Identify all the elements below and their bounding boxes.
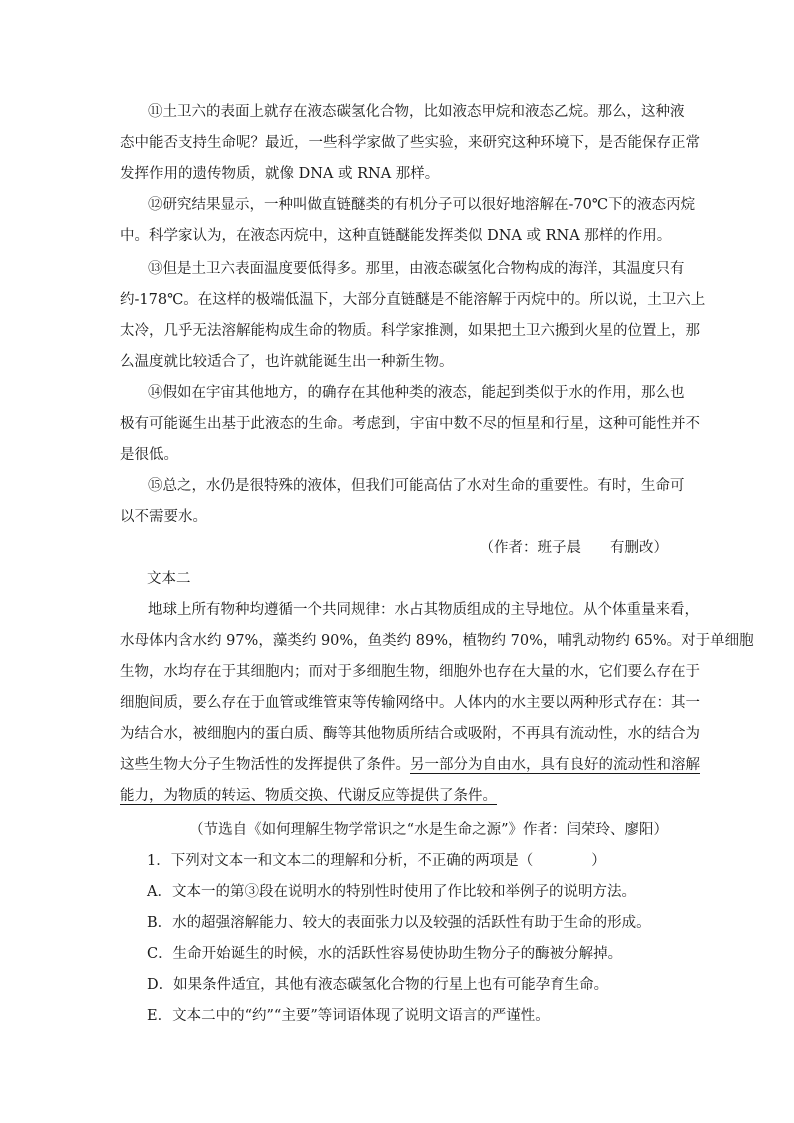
text-line: 以不需要水。: [120, 509, 207, 525]
paragraph-12: [120, 190, 696, 252]
paragraph-11: [120, 97, 700, 190]
underlined-text: 另一部分为自由水，具有良好的流动性和溶解: [410, 757, 700, 773]
source-citation: （节选自《如何理解生物学常识之“水是生命之源”》作者：闫荣玲、廖阳）: [189, 822, 668, 838]
paragraph-13: [120, 254, 706, 378]
paragraph-15: [120, 471, 685, 533]
text-line: 发挥作用的遗传物质，就像 DNA 或 RNA 那样。: [120, 166, 440, 182]
text-line: 约-178℃。在这样的极端低温下，大部分直链醚是不能溶解于丙烷中的。所以说，土卫六上: [120, 292, 706, 308]
text-line: 态中能否支持生命呢？最近，一些科学家做了些实验，来研究这种环境下，是否能保存正常: [120, 135, 700, 151]
text-line: 太冷，几乎无法溶解能构成生命的物质。科学家推测，如果把土卫六搬到火星的位置上，那: [120, 323, 700, 339]
question-stem: 1．下列对文本一和文本二的理解和分析，不正确的两项是（ ）: [147, 853, 606, 869]
option-a: A．文本一的第③段在说明水的特别性时使用了作比较和举例子的说明方法。: [147, 884, 636, 900]
option-d: D．如果条件适宜，其他有液态碳氢化合物的行星上也有可能孕育生命。: [147, 977, 609, 993]
text-line: ⑮总之，水仍是很特殊的液体，但我们可能高估了水对生命的重要性。有时，生命可: [148, 478, 685, 494]
text-line: ⑫研究结果显示，一种叫做直链醚类的有机分子可以很好地溶解在-70℃下的液态丙烷: [148, 197, 696, 213]
option-e: E．文本二中的“约”“主要”等词语体现了说明文语言的严谨性。: [147, 1008, 550, 1024]
text-line: [120, 781, 680, 812]
option-b: B．水的超强溶解能力、较大的表面张力以及较强的活跃性有助于生命的形成。: [147, 915, 651, 931]
text-line: ⑬但是土卫六表面温度要低得多。那里，由液态碳氢化合物构成的海洋，其温度只有: [148, 261, 685, 277]
text-line: 生物，水均存在于其细胞内；而对于多细胞生物，细胞外也存在大量的水，它们要么存在于: [120, 664, 700, 680]
option-c: C．生命开始诞生的时候，水的活跃性容易使协助生物分子的酶被分解掉。: [147, 946, 623, 962]
text2-paragraph: [120, 595, 754, 812]
text-line: 中。科学家认为，在液态丙烷中，这种直链醚能发挥类似 DNA 或 RNA 那样的作用。: [120, 228, 672, 244]
paragraph-14: [120, 378, 700, 471]
text2-heading: 文本二: [147, 571, 191, 587]
text-line: 是很低。: [120, 447, 178, 463]
text-line: ⑪土卫六的表面上就存在液态碳氢化合物，比如液态甲烷和液态乙烷。那么，这种液: [148, 104, 685, 120]
text-line: 水母体内含水约 97%，藻类约 90%，鱼类约 89%，植物约 70%，哺乳动物约 65%。对于单细胞: [120, 633, 754, 649]
text-line: [120, 750, 700, 781]
text-line: 极有可能诞生出基于此液态的生命。考虑到，宇宙中数不尽的恒星和行星，这种可能性并不: [120, 416, 700, 432]
author-credit: （作者：班子晨 有删改）: [479, 540, 668, 556]
underlined-text: 能力，为物质的转运、物质交换、代谢反应等提供了条件。: [120, 788, 497, 804]
text-line: ⑭假如在宇宙其他地方，的确存在其他种类的液态，能起到类似于水的作用，那么也: [148, 385, 685, 401]
text-line: 为结合水，被细胞内的蛋白质、酶等其他物质所结合或吸附，不再具有流动性，水的结合为: [120, 726, 700, 742]
text-segment: 这些生物大分子生物活性的发挥提供了条件。: [120, 757, 410, 773]
text-line: 地球上所有物种均遵循一个共同规律：水占其物质组成的主导地位。从个体重量来看，: [148, 602, 699, 618]
text-line: 么温度就比较适合了，也许就能诞生出一种新生物。: [120, 354, 454, 370]
text-line: 细胞间质，要么存在于血管或维管束等传输网络中。人体内的水主要以两种形式存在：其一: [120, 695, 700, 711]
